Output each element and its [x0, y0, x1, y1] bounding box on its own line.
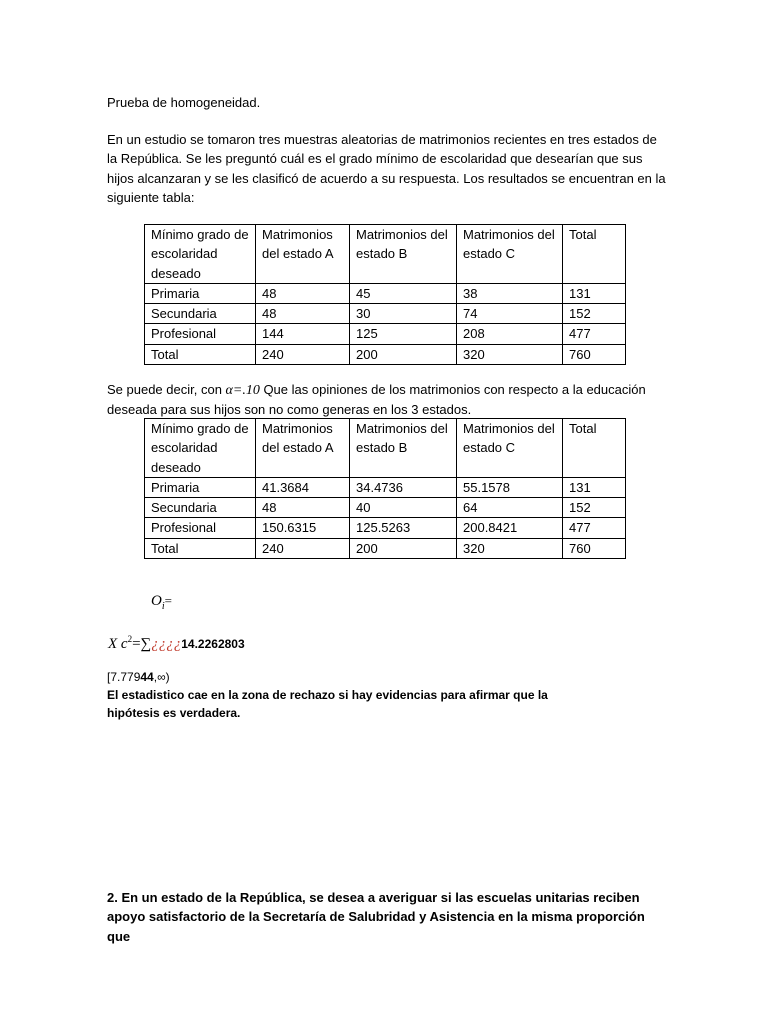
- table-row: [145, 304, 626, 324]
- table-cell: 477: [563, 324, 626, 344]
- table-cell: 320: [457, 344, 563, 364]
- table-cell: Total: [145, 538, 256, 558]
- header-cell: Total: [563, 419, 626, 478]
- table-cell: Secundaria: [145, 498, 256, 518]
- table-row: [145, 344, 626, 364]
- table-cell: 64: [457, 498, 563, 518]
- table-cell: 240: [256, 344, 350, 364]
- section-title: Prueba de homogeneidad.: [107, 95, 261, 110]
- formula-lhs: X c: [108, 636, 128, 652]
- table-row: [145, 324, 626, 344]
- table-cell: 38: [457, 283, 563, 303]
- table-cell: 477: [563, 518, 626, 538]
- question-text-before: Se puede decir, con: [107, 382, 226, 397]
- observed-table: [144, 224, 626, 365]
- table-cell: 760: [563, 344, 626, 364]
- header-cell: Mínimo grado de escolaridad deseado: [145, 225, 256, 284]
- interval-open: [7.779: [107, 670, 141, 684]
- header-cell: Matrimonios del estado A: [256, 419, 350, 478]
- table-row: [145, 498, 626, 518]
- oi-equals: =: [164, 593, 172, 608]
- table-cell: 125.5263: [350, 518, 457, 538]
- expected-table: [144, 418, 626, 559]
- oi-expression: [151, 591, 172, 616]
- formula-glyphs: ¿¿¿¿: [151, 636, 182, 652]
- table-cell: 200: [350, 344, 457, 364]
- table-cell: 41.3684: [256, 477, 350, 497]
- question-paragraph: [107, 380, 667, 420]
- header-cell: Matrimonios del estado B: [350, 225, 457, 284]
- problem-2-text: 2. En un estado de la República, se desea a averiguar si las escuelas unitarias reciben apoyo satisfactorio de la Secretaría de Salubridad y Asistencia en la misma proporción que: [107, 890, 645, 944]
- table-row: [145, 538, 626, 558]
- table-header-row: [145, 225, 626, 284]
- header-cell: Matrimonios del estado A: [256, 225, 350, 284]
- table-cell: 48: [256, 283, 350, 303]
- header-cell: Matrimonios del estado B: [350, 419, 457, 478]
- table-row: [145, 283, 626, 303]
- table-row: [145, 518, 626, 538]
- table-cell: Profesional: [145, 518, 256, 538]
- table-cell: 74: [457, 304, 563, 324]
- header-cell: Mínimo grado de escolaridad deseado: [145, 419, 256, 478]
- oi-subscript: i: [161, 601, 165, 612]
- conclusion-text: El estadistico cae en la zona de rechazo si hay evidencias para afirmar que la hipótesis es verdadera.: [107, 688, 548, 720]
- table-cell: 152: [563, 304, 626, 324]
- table-cell: 144: [256, 324, 350, 344]
- table-cell: 48: [256, 304, 350, 324]
- table-cell: 320: [457, 538, 563, 558]
- table-cell: 200.8421: [457, 518, 563, 538]
- table-cell: 45: [350, 283, 457, 303]
- table-cell: 200: [350, 538, 457, 558]
- table-cell: 34.4736: [350, 477, 457, 497]
- oi-symbol: O: [151, 593, 162, 609]
- intro-paragraph: En un estudio se tomaron tres muestras aleatorias de matrimonios recientes en tres estados de la República. Se les preguntó cuál es el grado mínimo de escolaridad que desearían que sus hijos alcanzaran y se les clasificó de acuerdo a su respuesta. Los resultados se encuentran en la siguiente tabla:: [107, 132, 666, 205]
- table-cell: Primaria: [145, 477, 256, 497]
- formula-sum: =∑: [132, 636, 152, 652]
- table-cell: 48: [256, 498, 350, 518]
- table-cell: Primaria: [145, 283, 256, 303]
- chi-square-value: 14.2262803: [181, 637, 245, 651]
- table-cell: 152: [563, 498, 626, 518]
- header-cell: Matrimonios del estado C: [457, 225, 563, 284]
- chi-square-formula: [108, 630, 245, 654]
- table-cell: 125: [350, 324, 457, 344]
- table-cell: 150.6315: [256, 518, 350, 538]
- table-cell: 208: [457, 324, 563, 344]
- table-cell: 30: [350, 304, 457, 324]
- critical-interval: [107, 668, 170, 687]
- table-row: [145, 477, 626, 497]
- table-cell: 240: [256, 538, 350, 558]
- table-cell: 131: [563, 283, 626, 303]
- table-cell: 131: [563, 477, 626, 497]
- alpha-expression: α=.10: [225, 383, 260, 398]
- table-header-row: [145, 419, 626, 478]
- header-cell: Matrimonios del estado C: [457, 419, 563, 478]
- interval-close: ,∞): [153, 670, 170, 684]
- table-cell: 760: [563, 538, 626, 558]
- interval-bold: 44: [140, 670, 154, 684]
- question-text-after: Que las opiniones de los matrimonios con respecto a la educación deseada para sus hijos son no como generas en los 3 estados.: [107, 382, 646, 418]
- table-cell: 55.1578: [457, 477, 563, 497]
- formula-superscript: 2: [127, 634, 133, 644]
- table-cell: Total: [145, 344, 256, 364]
- table-cell: Secundaria: [145, 304, 256, 324]
- table-cell: Profesional: [145, 324, 256, 344]
- header-cell: Total: [563, 225, 626, 284]
- table-cell: 40: [350, 498, 457, 518]
